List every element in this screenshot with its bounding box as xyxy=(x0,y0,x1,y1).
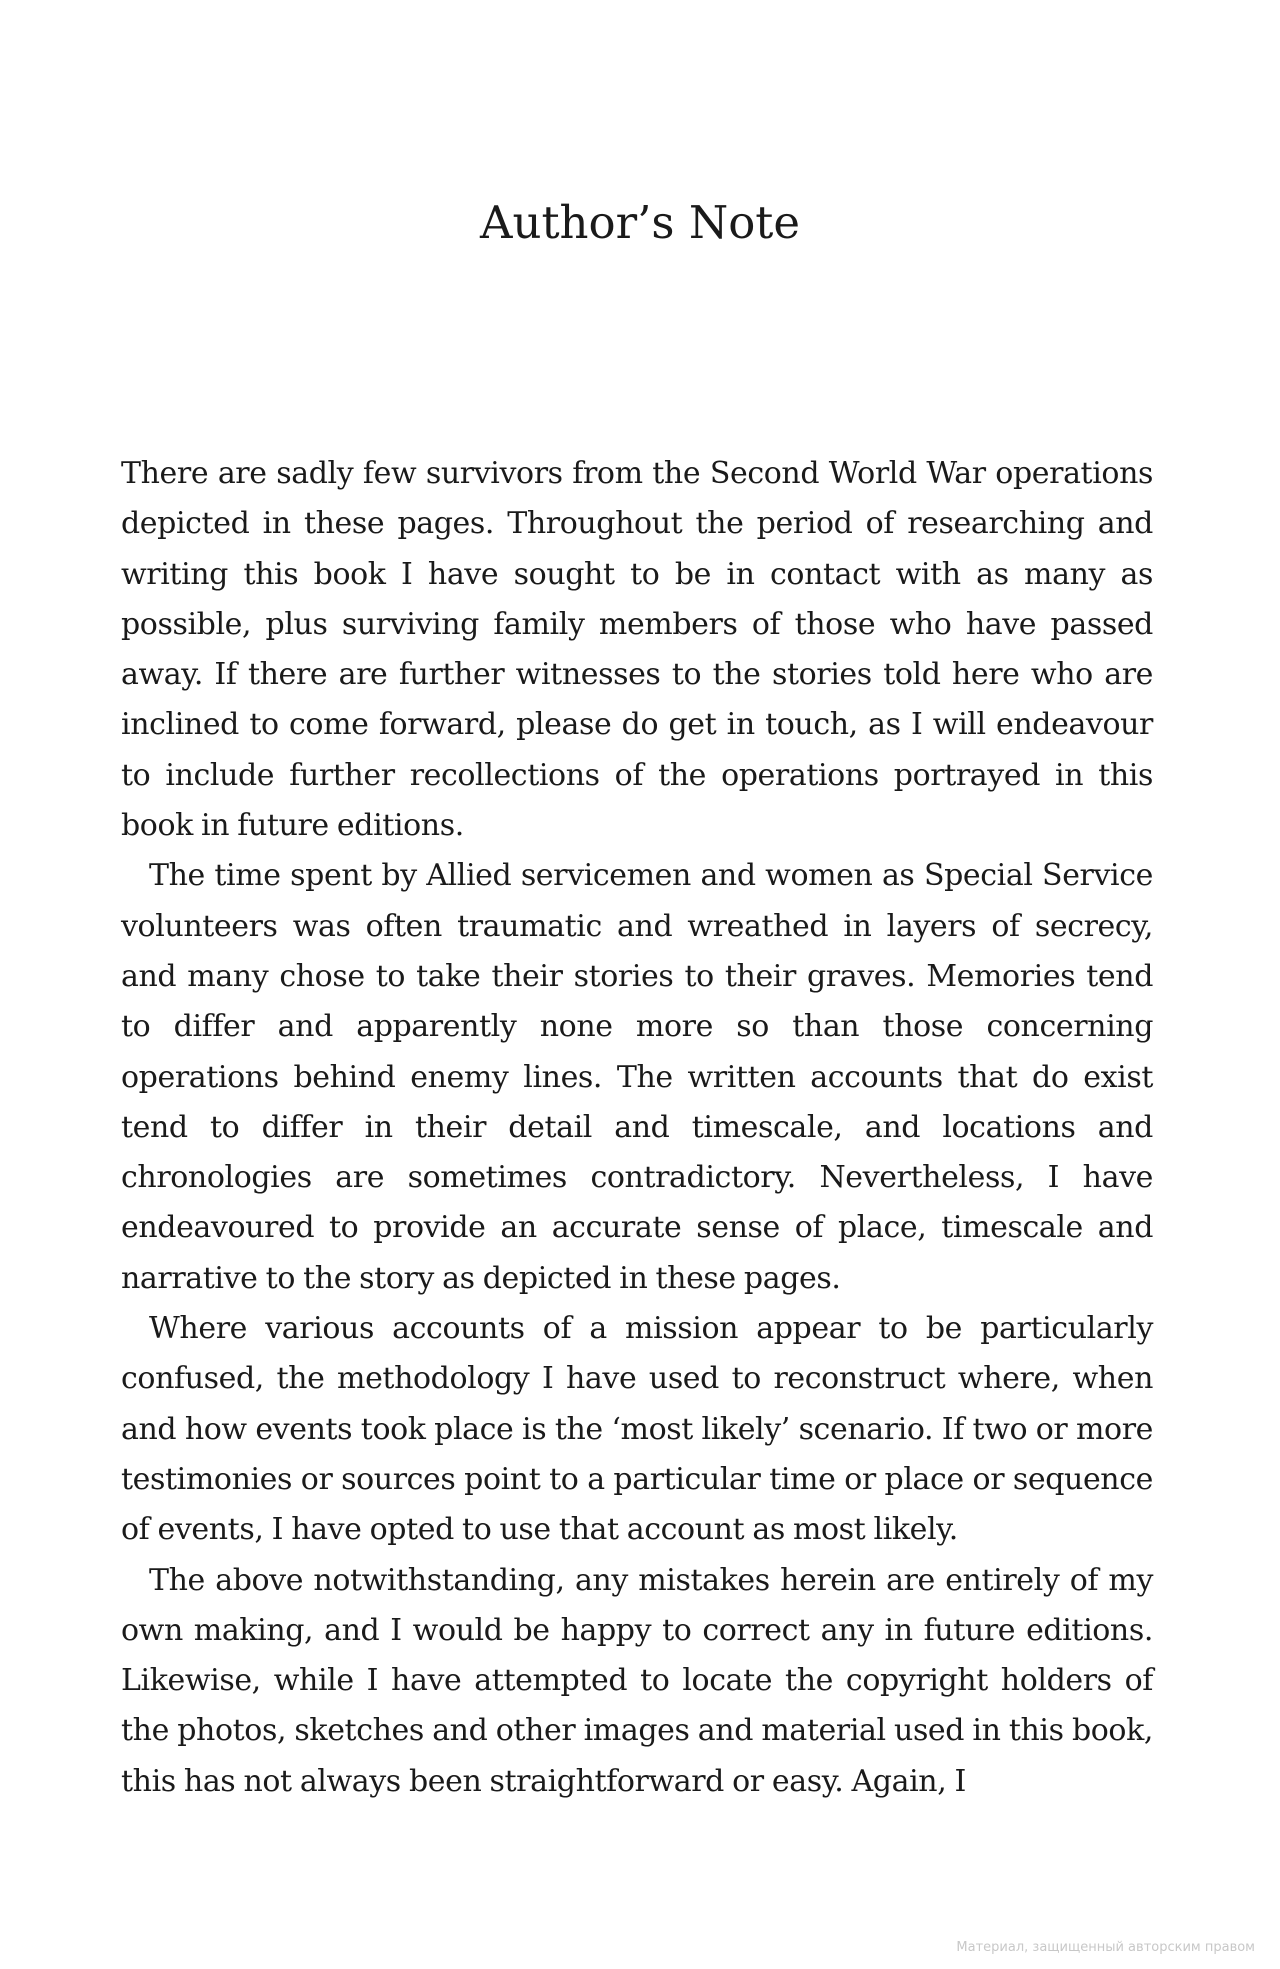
copyright-watermark: Материал, защищенный авторским правом xyxy=(956,1940,1255,1955)
paragraph: The above notwithstanding, any mistakes herein are entirely of my own making, and I would be happy to correct any in future editions. Likewise, while I have attempted to locate the copyright holders of the photos, sketches and other images and material used in this book, this has not always been straightforward or easy. Again, I xyxy=(121,1562,1153,1799)
paragraph: There are sadly few survivors from the Second World War operations depicted in these pages. Throughout the period of researching and writing this book I have sought to be in contact with as many as possible, plus surviving family members of those who have passed away. If there are further witnesses to the stories told here who are inclined to come forward, please do get in touch, as I will endeavour to include further recollections of the operations portrayed in this book in future editions. xyxy=(121,456,1153,844)
paragraph: The time spent by Allied servicemen and women as Special Service volunteers was often traumatic and wreathed in layers of secrecy, and many chose to take their stories to their graves. Memories tend to differ and apparently none more so than those concerning operations behind enemy lines. The written accounts that do exist tend to differ in their detail and timescale, and locations and chronologies are sometimes contradictory. Nevertheless, I have endeavoured to provide an accurate sense of place, timescale and narrative to the story as depicted in these pages. xyxy=(121,858,1153,1296)
page-title: Author’s Note xyxy=(479,196,801,249)
body-text xyxy=(121,449,1153,1807)
paragraph: Where various accounts of a mission appear to be particularly confused, the methodology I have used to reconstruct where, when and how events took place is the ‘most likely’ scenario. If two or more testimonies or sources point to a particular time or place or sequence of events, I have opted to use that account as most likely. xyxy=(121,1311,1153,1548)
